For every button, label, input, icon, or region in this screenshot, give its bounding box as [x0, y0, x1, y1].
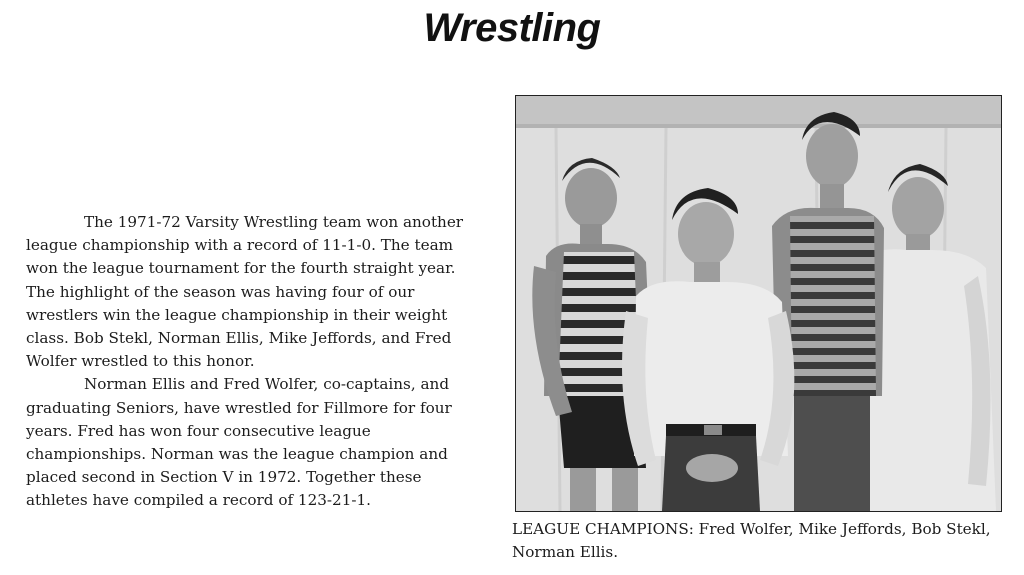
article-paragraph-1: The 1971-72 Varsity Wrestling team won another league championship with a record of 11-1-0. The team won the league tournament for the fourth straight year. The highlight of the season was having four of our wrestlers win the league championship in their weight class. Bob Stekl, Norman Ellis, Mike Jeffords, and Fred Wolfer wrestled to this honor.	[26, 213, 464, 371]
article-body	[26, 211, 476, 513]
page-title: Wrestling	[423, 6, 601, 50]
article-paragraph-2: Norman Ellis and Fred Wolfer, co-captains, and graduating Seniors, have wrestled for Fillmore for four years. Fred has won four consecutive league championships. Norman was the league champion and placed second in Section V in 1972. Together these athletes have compiled a record of 123-21-1.	[26, 375, 452, 510]
photo-caption: LEAGUE CHAMPIONS: Fred Wolfer, Mike Jeffords, Bob Stekl, Norman Ellis.	[512, 520, 991, 561]
team-photo-illustration	[516, 96, 1001, 511]
team-photo	[515, 95, 1002, 512]
